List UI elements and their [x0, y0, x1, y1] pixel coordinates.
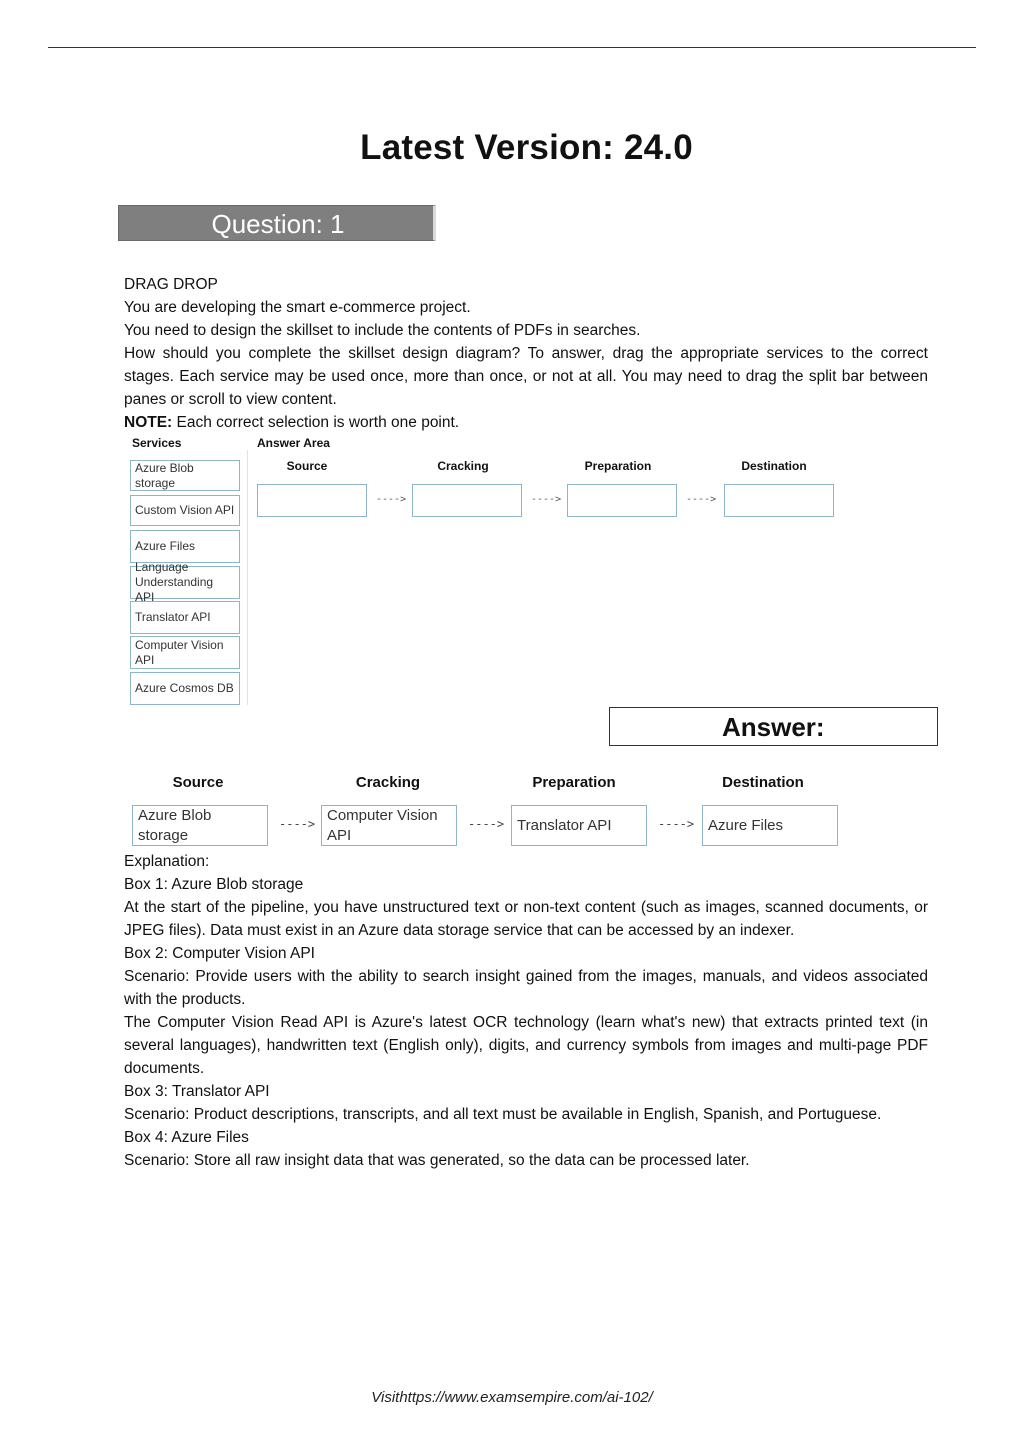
stage-label-cracking: Cracking [437, 459, 489, 473]
answer-arrow: ----> [468, 817, 505, 831]
stage-label-preparation: Preparation [584, 459, 652, 473]
explanation-box2-text: Scenario: Provide users with the ability to search insight gained from the images, manuals, and videos associated with the products. [124, 968, 928, 1008]
answer-box-destination: Azure Files [702, 805, 838, 846]
service-azure-blob-storage[interactable]: Azure Blob storage [130, 460, 240, 491]
explanation-box2-text: The Computer Vision Read API is Azure's latest OCR technology (learn what's new) that extracts printed text (in several languages), handwritten text (English only), digits, and currency symbols from images and multi-page PDF documents. [124, 1014, 928, 1077]
answer-box-preparation: Translator API [511, 805, 647, 846]
question-instruction: How should you complete the skillset design diagram? To answer, drag the appropriate services to the correct stages. Each service may be used once, more than once, or not at all. You may need to drag the split bar between panes or scroll to view content. [124, 345, 928, 408]
service-azure-files[interactable]: Azure Files [130, 530, 240, 563]
explanation [124, 850, 928, 1172]
flow-arrow: ----> [686, 494, 717, 505]
stage-label-destination: Destination [741, 459, 807, 473]
question-type: DRAG DROP [124, 276, 218, 293]
answer-stage-source: Source [172, 774, 224, 791]
flow-arrow: ----> [531, 494, 562, 505]
answer-area-header: Answer Area [257, 436, 330, 450]
service-computer-vision-api[interactable]: Computer Vision API [130, 636, 240, 669]
flow-arrow: ----> [376, 494, 407, 505]
drag-drop-panel [128, 434, 848, 709]
note-text: Each correct selection is worth one point. [172, 414, 460, 431]
explanation-box2: Box 2: Computer Vision API [124, 945, 315, 962]
answer-box-cracking: Computer Vision API [321, 805, 457, 846]
top-rule [48, 47, 976, 48]
answer-arrow: ----> [658, 817, 695, 831]
answer-box-source: Azure Blob storage [132, 805, 268, 846]
answer-arrow: ----> [279, 817, 316, 831]
question-label: Question: 1 [211, 209, 345, 239]
answer-stage-cracking: Cracking [355, 774, 421, 791]
service-translator-api[interactable]: Translator API [130, 601, 240, 634]
explanation-box3-text: Scenario: Product descriptions, transcripts, and all text must be available in English, Spanish, and Portuguese. [124, 1106, 882, 1123]
drop-slot-preparation[interactable] [567, 484, 677, 517]
question-label-bar [118, 205, 436, 241]
question-line: You are developing the smart e-commerce project. [124, 299, 471, 316]
service-language-understanding-api[interactable]: Language Understanding API [130, 566, 240, 599]
question-note [124, 411, 928, 434]
note-label: NOTE: [124, 414, 173, 431]
question-body [124, 273, 928, 434]
service-custom-vision-api[interactable]: Custom Vision API [130, 495, 240, 526]
explanation-box4-text: Scenario: Store all raw insight data that was generated, so the data can be processed later. [124, 1152, 750, 1169]
explanation-box3: Box 3: Translator API [124, 1083, 270, 1100]
pane-divider[interactable] [247, 450, 248, 705]
question-line: You need to design the skillset to include the contents of PDFs in searches. [124, 322, 641, 339]
drop-slot-source[interactable] [257, 484, 367, 517]
services-header: Services [132, 436, 182, 450]
answer-label-bar [609, 707, 938, 746]
explanation-box4: Box 4: Azure Files [124, 1129, 249, 1146]
drop-slot-cracking[interactable] [412, 484, 522, 517]
explanation-box1-text: At the start of the pipeline, you have unstructured text or non-text content (such as images, scanned documents, or JPEG files). Data must exist in an Azure data storage service that can be accessed by an indexer. [124, 899, 928, 939]
page-title: Latest Version: 24.0 [360, 128, 693, 167]
answer-label: Answer: [722, 712, 825, 742]
answer-stage-destination: Destination [722, 774, 804, 791]
footer-link[interactable]: Visithttps://www.examsempire.com/ai-102/ [371, 1389, 653, 1406]
stage-label-source: Source [286, 459, 328, 473]
explanation-box1: Box 1: Azure Blob storage [124, 876, 304, 893]
service-azure-cosmos-db[interactable]: Azure Cosmos DB [130, 672, 240, 705]
explanation-heading: Explanation: [124, 853, 210, 870]
answer-stage-preparation: Preparation [532, 774, 616, 791]
answer-diagram [130, 770, 850, 850]
drop-slot-destination[interactable] [724, 484, 834, 517]
